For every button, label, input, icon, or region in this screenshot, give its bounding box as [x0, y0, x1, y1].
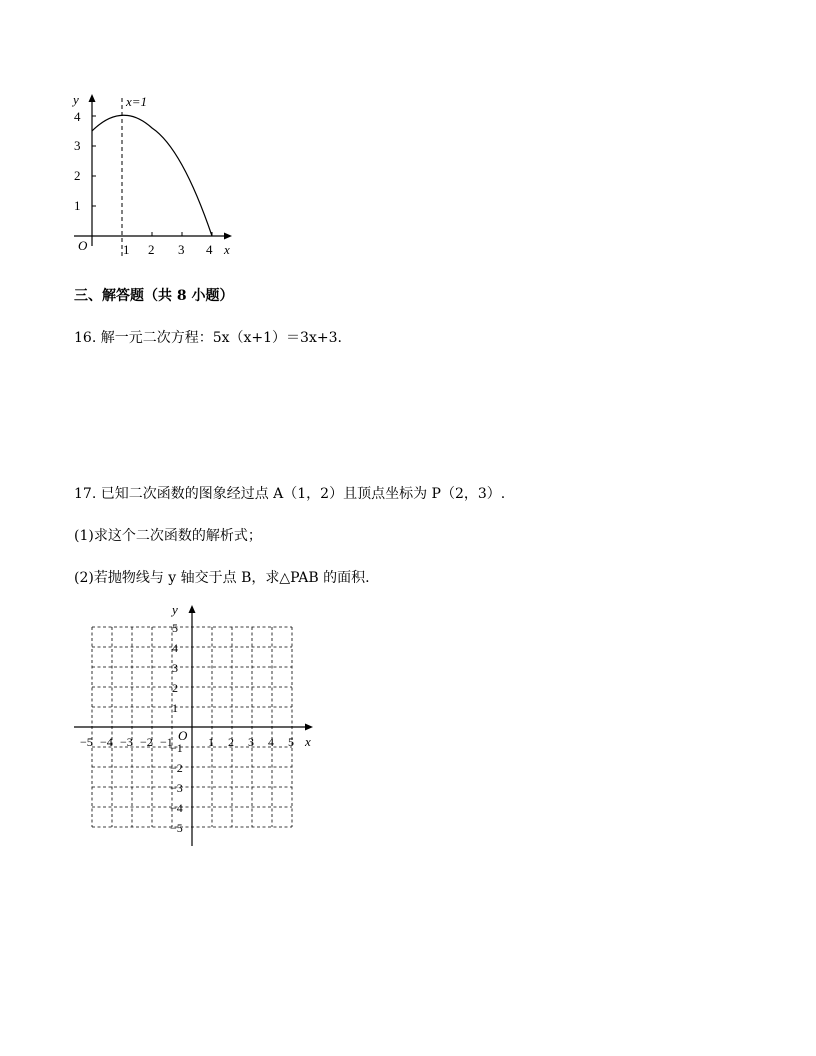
y-axis-label: y	[73, 92, 79, 107]
x-axis-label: x	[224, 242, 230, 257]
y-axis-arrow	[89, 94, 96, 102]
x-tick-label: 2	[148, 242, 155, 257]
y-tick-label: 1	[74, 198, 81, 213]
question-17-stem: 17. 已知二次函数的图象经过点 A（1，2）且顶点坐标为 P（2，3）.	[74, 486, 506, 502]
x-tick-label: 5	[288, 735, 294, 749]
x-axis-arrow	[305, 724, 313, 731]
y-tick-label: 4	[172, 641, 178, 655]
x-tick-label: 4	[206, 242, 213, 257]
question-17-part2: (2)若抛物线与 y 轴交于点 B，求△PAB 的面积.	[74, 570, 370, 586]
x-tick-label: 1	[123, 242, 130, 257]
y-tick-label: 2	[172, 681, 178, 695]
section-heading: 三、解答题（共 8 小题）	[74, 288, 234, 304]
symmetry-line-label: x=1	[126, 94, 148, 109]
x-tick-label: −5	[80, 735, 93, 749]
y-tick-label: −5	[170, 821, 183, 835]
y-tick-label: 2	[74, 168, 81, 183]
origin-label: O	[178, 728, 188, 743]
origin-label: O	[78, 238, 88, 253]
y-axis-arrow	[189, 605, 196, 613]
y-tick-label: 5	[172, 621, 178, 635]
x-tick-label: −3	[120, 735, 133, 749]
x-axis-arrow	[224, 233, 232, 240]
x-tick-label: 3	[248, 735, 254, 749]
parabola-curve	[92, 115, 212, 236]
question-16: 16. 解一元二次方程：5x（x+1）＝3x+3.	[74, 330, 342, 346]
question-17-part1: (1)求这个二次函数的解析式；	[74, 528, 262, 544]
y-tick-label: −2	[170, 761, 183, 775]
y-tick-label: −1	[170, 741, 183, 755]
x-tick-label: 1	[208, 735, 214, 749]
y-axis-label: y	[172, 602, 178, 617]
x-tick-label: −1	[160, 735, 173, 749]
parabola-graph	[66, 88, 246, 260]
x-axis-label: x	[305, 734, 311, 749]
x-tick-label: −4	[100, 735, 113, 749]
y-tick-label: −4	[170, 801, 183, 815]
x-tick-label: −2	[140, 735, 153, 749]
y-tick-label: 3	[172, 661, 178, 675]
x-tick-label: 3	[178, 242, 185, 257]
y-tick-label: 1	[172, 701, 178, 715]
y-tick-label: 3	[74, 138, 81, 153]
y-tick-label: 4	[74, 109, 81, 124]
x-tick-label: 4	[268, 735, 274, 749]
y-tick-label: −3	[170, 781, 183, 795]
x-tick-label: 2	[228, 735, 234, 749]
coordinate-grid	[70, 600, 320, 850]
